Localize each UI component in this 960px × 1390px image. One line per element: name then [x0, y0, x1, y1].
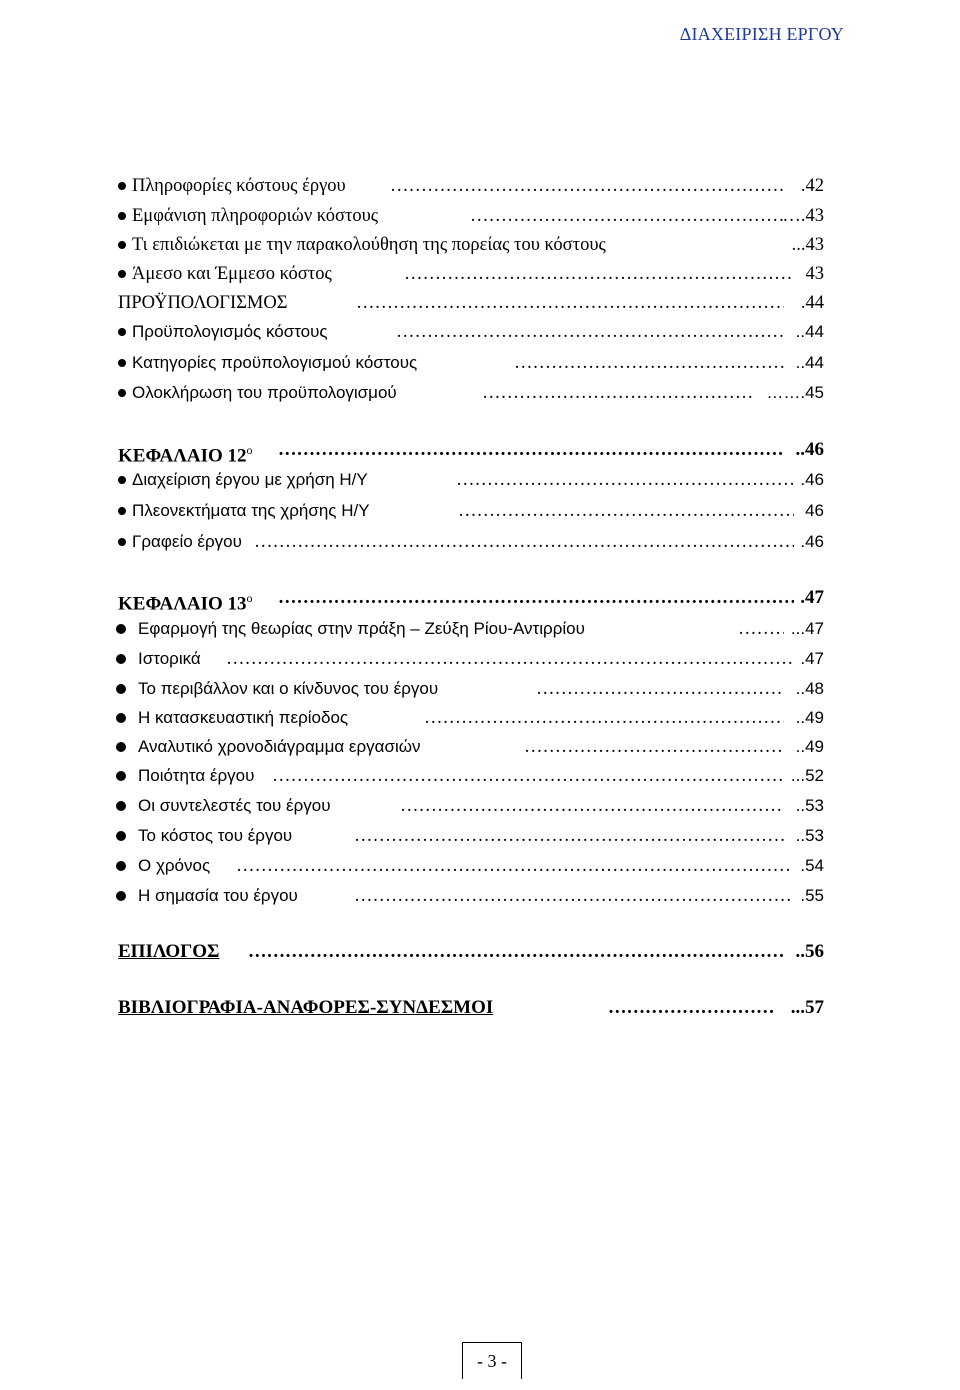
toc-entry-title: Πλεονεκτήματα της χρήσης Η/Υ: [132, 501, 370, 520]
toc-entry: [118, 764, 824, 788]
bullet-icon: [116, 713, 126, 723]
toc-entry: [118, 262, 824, 286]
bullet-icon: [116, 742, 126, 752]
toc-entry: [118, 499, 824, 523]
leader-dots: [404, 262, 794, 286]
toc-entry: [118, 735, 824, 759]
bullet-icon: [116, 801, 126, 811]
toc-entry: [118, 291, 824, 315]
toc-entry-page: ...52: [790, 766, 824, 785]
toc-entry: [118, 233, 824, 257]
bullet-icon: [116, 654, 126, 664]
toc-entry-page: ...43: [791, 235, 824, 255]
toc-entry-title: Το κόστος του έργου: [138, 826, 293, 845]
toc-entry: [118, 706, 824, 730]
toc-entry: [118, 854, 824, 878]
toc-entry: [118, 468, 824, 492]
chapter-heading: [118, 438, 824, 467]
toc-entry: [118, 204, 824, 228]
leader-dots: [236, 854, 790, 878]
toc-entry-page: .46: [800, 532, 824, 551]
toc-entry-page: ..48: [795, 679, 824, 698]
leader-dots: [354, 824, 784, 848]
toc-entry: [118, 794, 824, 818]
bullet-icon: [118, 212, 126, 220]
toc-entry-page: ..49: [795, 737, 824, 756]
bullet-icon: [118, 241, 126, 249]
ordinal-suffix: ο: [246, 443, 253, 457]
toc-entry-title: Κατηγορίες προϋπολογισμού κόστους: [132, 353, 418, 372]
toc-entry: [118, 530, 824, 554]
toc-entry-epilogue: [118, 940, 824, 964]
toc-entry-page: .55: [800, 886, 824, 905]
leader-dots: [396, 320, 784, 344]
toc-entry-page: .46: [800, 470, 824, 489]
toc-entry-page: 46: [805, 501, 824, 520]
bullet-icon: [118, 538, 126, 546]
bullet-icon: [118, 389, 126, 397]
leader-dots: [390, 174, 784, 198]
toc-entry-title: Διαχείριση έργου με χρήση Η/Υ: [132, 470, 368, 489]
toc-entry-page: ..53: [795, 826, 824, 845]
toc-entry-page: ….43: [782, 206, 824, 226]
toc-entry-title: Αναλυτικό χρονοδιάγραμμα εργασιών: [138, 737, 421, 756]
leader-dots: [536, 677, 784, 701]
toc-entry: [118, 381, 824, 405]
bullet-icon: [118, 182, 126, 190]
toc-entry-page: ..46: [795, 439, 824, 460]
toc-entry-title: Οι συντελεστές του έργου: [138, 796, 331, 815]
ordinal-suffix: ο: [246, 591, 253, 605]
leader-dots: [278, 586, 794, 610]
toc-entry: [118, 174, 824, 198]
leader-dots: [482, 381, 754, 405]
page-number: - 3 -: [462, 1342, 522, 1379]
chapter-title: ΚΕΦΑΛΑΙΟ 13: [118, 593, 247, 615]
leader-dots: [470, 204, 784, 228]
leader-dots: [456, 468, 794, 492]
toc-entry: [118, 884, 824, 908]
toc-entry-title: ΠΡΟΫΠΟΛΟΓΙΣΜΟΣ: [118, 293, 288, 313]
bullet-icon: [116, 831, 126, 841]
leader-dots: [738, 617, 784, 641]
toc-entry-title: Ολοκλήρωση του προϋπολογισμού: [132, 383, 397, 402]
leader-dots: [514, 351, 784, 375]
toc-entry-page: ..44: [795, 322, 824, 341]
toc-entry: [118, 677, 824, 701]
bullet-icon: [116, 684, 126, 694]
toc-entry-title: ΒΙΒΛΙΟΓΡΑΦΙΑ-ΑΝΑΦΟΡΕΣ-ΣΥΝΔΕΣΜΟΙ: [118, 997, 494, 1018]
toc-entry-page: ...47: [790, 619, 824, 638]
leader-dots: [354, 884, 790, 908]
leader-dots: [254, 530, 794, 554]
toc-entry-page: ..56: [795, 941, 824, 962]
bullet-icon: [118, 270, 126, 278]
bullet-icon: [118, 328, 126, 336]
toc-entry-title: Το περιβάλλον και ο κίνδυνος του έργου: [138, 679, 439, 698]
chapter-heading: [118, 586, 824, 615]
toc-entry-page: .42: [800, 176, 824, 196]
toc-entry-page: ..44: [795, 353, 824, 372]
toc-entry: [118, 351, 824, 375]
bullet-icon: [118, 507, 126, 515]
leader-dots: [424, 706, 784, 730]
toc-entry-title: Άμεσο και Έμμεσο κόστος: [132, 264, 332, 284]
toc-entry-title: Πληροφορίες κόστους έργου: [132, 176, 346, 196]
toc-entry-page: ..49: [795, 708, 824, 727]
leader-dots: [278, 438, 784, 462]
bullet-icon: [116, 891, 126, 901]
toc-entry-title: ΕΠΙΛΟΓΟΣ: [118, 941, 220, 962]
toc-entry-title: Προϋπολογισμός κόστους: [132, 322, 328, 341]
toc-entry-page: ...57: [790, 997, 824, 1018]
toc-entry-title: Τι επιδιώκεται με την παρακολούθηση της πορείας του κόστους: [132, 235, 606, 255]
bullet-icon: [116, 624, 126, 634]
toc-entry-title: Εφαρμογή της θεωρίας στην πράξη – Ζεύξη Ρίου-Αντιρρίου: [138, 619, 585, 638]
toc-entry-page: .44: [800, 293, 824, 313]
toc-entry-page: .47: [800, 587, 824, 608]
toc-entry-page: ..53: [795, 796, 824, 815]
leader-dots: [356, 291, 784, 315]
toc-entry-page: .47: [800, 649, 824, 668]
bullet-icon: [118, 359, 126, 367]
leader-dots: [272, 764, 784, 788]
toc-entry-title: Ο χρόνος: [138, 856, 211, 875]
leader-dots: [400, 794, 784, 818]
leader-dots: [608, 996, 774, 1020]
toc-entry: [118, 320, 824, 344]
toc-entry-title: Γραφείο έργου: [132, 532, 242, 551]
toc-entry-title: Η κατασκευαστική περίοδος: [138, 708, 349, 727]
leader-dots: [226, 647, 794, 671]
leader-dots: [524, 735, 784, 759]
leader-dots: [458, 499, 794, 523]
toc-entry-page: …….45: [766, 383, 824, 402]
running-header: ΔΙΑΧΕΙΡΙΣΗ ΕΡΓΟΥ: [679, 24, 844, 44]
toc-entry-page: 43: [805, 264, 824, 284]
toc-entry-bibliography: [118, 996, 824, 1020]
toc-entry-title: Η σημασία του έργου: [138, 886, 298, 905]
toc-entry-title: Ποιότητα έργου: [138, 766, 255, 785]
leader-dots: [248, 940, 784, 964]
toc-entry: [118, 647, 824, 671]
toc-entry: [118, 824, 824, 848]
toc-entry-title: Ιστορικά: [138, 649, 201, 668]
toc-entry: [118, 617, 824, 641]
bullet-icon: [118, 476, 126, 484]
toc-entry-title: Εμφάνιση πληροφοριών κόστους: [132, 206, 379, 226]
toc-entry-page: .54: [800, 856, 824, 875]
bullet-icon: [116, 771, 126, 781]
chapter-title: ΚΕΦΑΛΑΙΟ 12: [118, 445, 247, 467]
bullet-icon: [116, 861, 126, 871]
